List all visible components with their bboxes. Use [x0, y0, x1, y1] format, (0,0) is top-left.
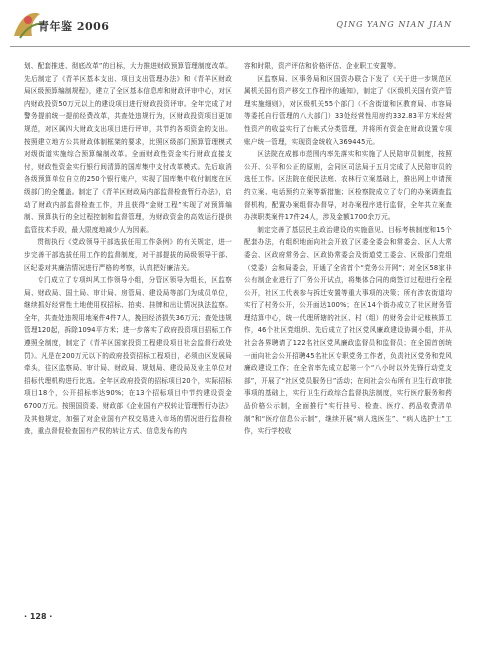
page-number: · 128 · — [24, 612, 53, 621]
paragraph: 专门成立了专项纠风工作领导小组，分管区领导为组长，区监察局、财政局、国土局、审计局、房管局、建设局等部门为成员单位，继续抓好经营性土地使用权招标、拍卖、挂牌和出让情况执法监察。全年，共查处违规用地案件4件7人，挽回经济损失36万元；查处违规管理120起，拆除1094平方米；进一步落实了政府投资项目招标工作遵照全制度，制定了《青羊区国家投资工程建设项目社会监督行政处罚》。凡是在200万元以下的政府投资招标工程项目，必须由区发展局牵头，往区监察局、审计局、财政局、规划局、建设局及业主单位对招标代理机构进行比选。全年区政府投资的招标项目20个，实际招标项目18个，公开招标率达90%；在13个招标项目中节约建设资金6700万元。按照国资委、财政部《企业国有产权转让管理暂行办法》及其他规定，加强了对企业国有产权交易进入市场的情况进行监督检查，重点督促检查国有产权的转让方式、信息发布的内 — [24, 276, 232, 436]
page-header — [0, 0, 480, 50]
journal-title-label: 年鉴 — [49, 20, 73, 33]
journal-year: 2006 — [76, 20, 110, 33]
paragraph: 划、配套推进、彻底改革”的目标，大力推进财政预算管理制度改革。先后制定了《青羊区基本支出、项目支出管理办法》和《青羊区财政局区级预算编制规程》，建立了全区基本信息库和财政评审中心，对区内财政投资50万元以上的建设项目进行财政投资评审。全年完成了对警务提前统一提前经费改革，共查处违规行为，区财政投资项目更加规范，对区属四大财政支出项目进行评审，共节约各项资金的支出。按照建立地方公共财政体制框架的要求，比照区级部门预算管理模式对级街道实施综合预算编制改革。全面财政性资金实行财政直接支付，财政性资金实行银行间清算的国库集中支付改革模式。先后取消各级预算单位自立的250个银行账户，实现了国库集中收付制度在区级部门的全覆盖。制定了《青羊区财政局内部监督检查暂行办法》，启动了财政内部监督检查工作，并且获得“金财工程”实现了对预算编制、预算执行的全过程控制和监督管理，为财政资金的高效运行提供监管技术手段，最大限度地减少人为因素。 — [24, 62, 232, 234]
paragraph: 区法院在成都市范围内率先落实和实施了人民陪审员制度，按照公开、公平和公正的原则，会同区司法局于五月完成了人民陪审员的选任工作。区法院在便民法庭、农林行立案基础上，推出网上申请预约立案、电话预约立案等新措施；区检察院成立了专门的办案调查监督机构，配置办案组督办督导，对办案程序进行监督，全年共立案查办渎职类案件17件24人，涉及金额1700余万元。 — [244, 150, 452, 222]
paragraph: 区监察局、区事务局和区国资办联合下发了《关于进一步规范区属机关国有资产移交工作程序的通知》，制定了《区级机关国有资产管理实施细则》，对区级机关55个部门（不含街道和区教育局、市容局等委托自行管理的八大部门）33处经营性用房约332.83平方米经营性资产的收益实行了台帐式分类管理，并将所有资金在财政设置专项账户统一管理，实现资金统收入369445元。 — [244, 74, 452, 146]
journal-title — [38, 18, 109, 34]
journal-title-char: 青 — [38, 20, 50, 33]
text-column-right — [244, 60, 452, 438]
text-column-left — [24, 60, 232, 438]
paragraph: 贯彻执行《党政领导干部选拔任用工作条例》的有关规定，进一步完善干部选拔任用工作的监督制度，对干部提拔的局级领导干部、区纪委对其廉洁情况进行严格的考察，认真把好廉洁关。 — [24, 238, 232, 272]
paragraph: 制定完善了基层民主政治建设的实施意见、目标考核制度和15个配套办法，有组织地面向社会开放了区委全委会和常委会、区人大常委会、区政府常务会、区政协常委会及街道党工委会、区级部门党组（党委）会和局委会，开通了全省首个“党务公开网”；对全区58家非公有制企业进行了厂务公开试点，将集体合同的商签订过程进行全程公开，社区工代表参与拆迁安置等重大事项的决策；所有涉农街道均实行了村务公开，公开面达100%；在区14个街办成立了社区财务管理结算中心，统一代理所辖的社区、村（组）的财务会计记账核算工作，46个社区党组织、先后成立了社区党风廉政建设协调小组，并从社会各界聘请了122名社区党风廉政监督员和监督员；在全国首创统一面向社会公开招聘45名社区专职党务工作者，负责社区党务和党风廉政建设工作；在全省率先成立起第一个“八小时以外先锋行动党支部”，开展了“社区党员服务日”活动；在间社会公布所有卫生行政审批事项的基础上，实行卫生行政综合监督执法制度，实行医疗服务和药品价格公示制，全面推行“实行挂号、检查、医疗、药品收费清单制”和“医疗信息公示制”，继续开展“病人选医生”、“病人选护士”工作，实行学校收 — [244, 225, 452, 436]
header-divider — [10, 46, 470, 47]
journal-romanized-title: QING YANG NIAN JIAN — [336, 20, 452, 29]
paragraph: 容和时限，资产评估和价格评估、企业职工安置等。 — [244, 62, 401, 70]
